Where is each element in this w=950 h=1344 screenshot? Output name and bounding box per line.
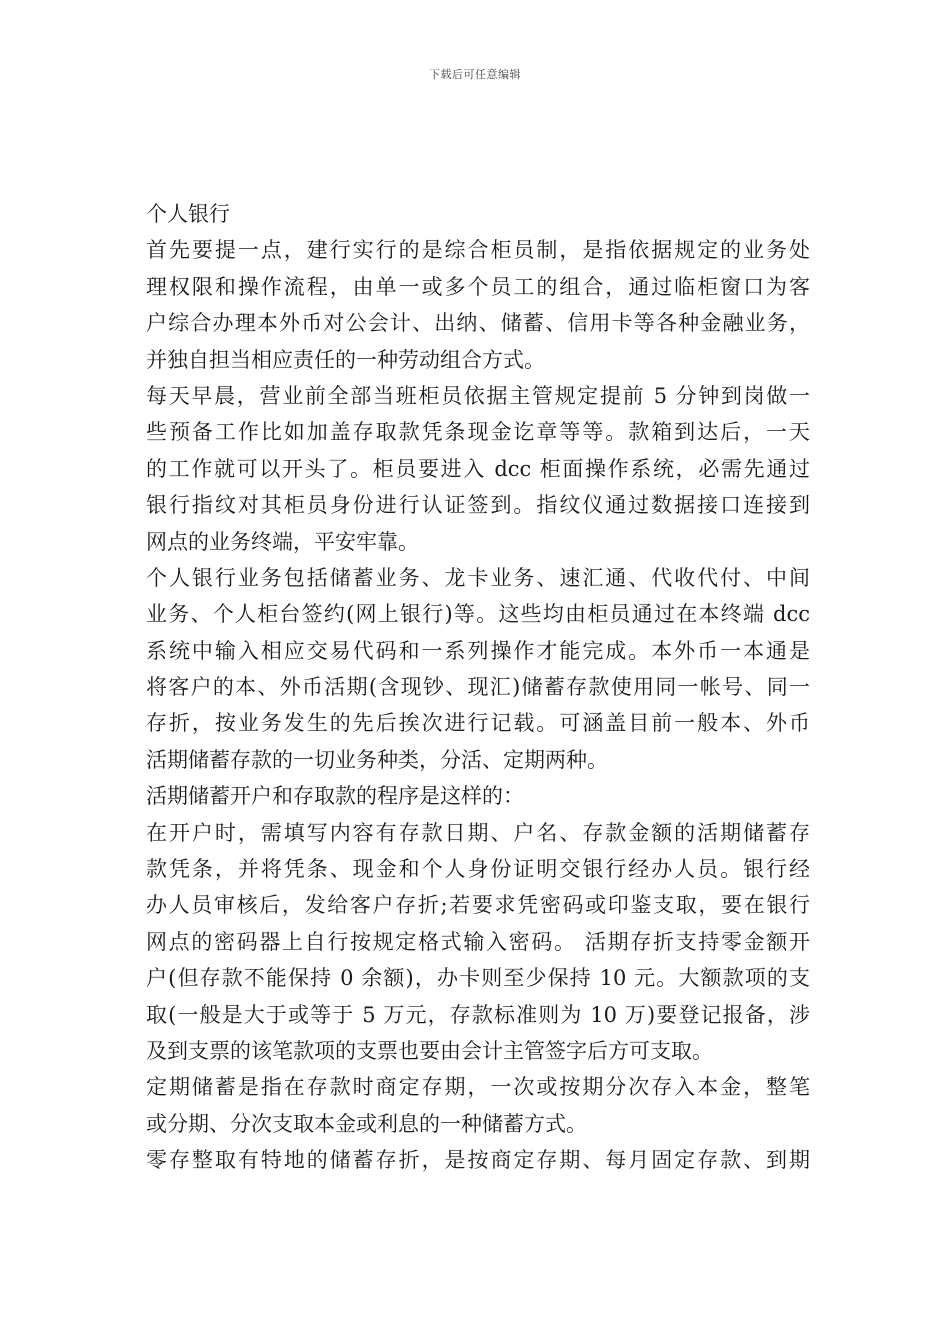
text-line: 首先要提一点，建行实行的是综合柜员制，是指依据规定的业务处 — [146, 238, 810, 263]
text-line: 并独自担当相应责任的一种劳动组合方式。 — [146, 347, 545, 372]
text-line: 办人员审核后，发给客户存折;若要求凭密码或印鉴支取，要在银行 — [146, 893, 810, 918]
text-line: 的工作就可以开头了。柜员要进入 dcc 柜面操作系统，必需先通过 — [146, 456, 810, 481]
text-line: 网点的业务终端，平安牢靠。 — [146, 529, 419, 554]
section-title: 个人银行 — [146, 202, 230, 226]
text-line: 将客户的本、外币活期(含现钞、现汇)储蓄存款使用同一帐号、同一 — [146, 675, 810, 700]
text-line: 取(一般是大于或等于 5 万元，存款标准则为 10 万)要登记报备，涉 — [146, 1002, 810, 1027]
text-line: 活期储蓄存款的一切业务种类，分活、定期两种。 — [146, 747, 608, 772]
text-line: 零存整取有特地的储蓄存折，是按商定存期、每月固定存款、到期 — [146, 1148, 810, 1173]
text-line: 网点的密码器上自行按规定格式输入密码。 活期存折支持零金额开 — [146, 929, 810, 954]
text-line: 或分期、分次支取本金或利息的一种储蓄方式。 — [146, 1111, 587, 1136]
text-line: 个人银行业务包括储蓄业务、龙卡业务、速汇通、代收代付、中间 — [146, 565, 810, 590]
text-line: 系统中输入相应交易代码和一系列操作才能完成。本外币一本通是 — [146, 638, 810, 663]
text-line: 存折，按业务发生的先后挨次进行记载。可涵盖目前一般本、外币 — [146, 711, 810, 736]
text-line: 活期储蓄开户和存取款的程序是这样的： — [146, 784, 524, 809]
text-line: 银行指纹对其柜员身份进行认证签到。指纹仪通过数据接口连接到 — [146, 493, 810, 518]
text-line: 款凭条，并将凭条、现金和个人身份证明交银行经办人员。银行经 — [146, 857, 810, 882]
text-line: 每天早晨，营业前全部当班柜员依据主管规定提前 5 分钟到岗做一 — [146, 383, 810, 408]
text-line: 业务、个人柜台签约(网上银行)等。这些均由柜员通过在本终端 dcc — [146, 602, 810, 627]
text-line: 在开户时，需填写内容有存款日期、户名、存款金额的活期储蓄存 — [146, 820, 810, 845]
text-line: 些预备工作比如加盖存取款凭条现金讫章等等。款箱到达后，一天 — [146, 420, 810, 445]
text-line: 户综合办理本外币对公会计、出纳、储蓄、信用卡等各种金融业务， — [146, 311, 810, 336]
text-line: 户(但存款不能保持 0 余额)，办卡则至少保持 10 元。大额款项的支 — [146, 966, 810, 991]
header-note: 下载后可任意编辑 — [429, 68, 521, 81]
text-line: 及到支票的该笔款项的支票也要由会计主管签字后方可支取。 — [146, 1038, 713, 1063]
text-line: 定期储蓄是指在存款时商定存期，一次或按期分次存入本金，整笔 — [146, 1075, 810, 1100]
document-body — [146, 196, 810, 1179]
text-line: 理权限和操作流程，由单一或多个员工的组合，通过临柜窗口为客 — [146, 274, 810, 299]
